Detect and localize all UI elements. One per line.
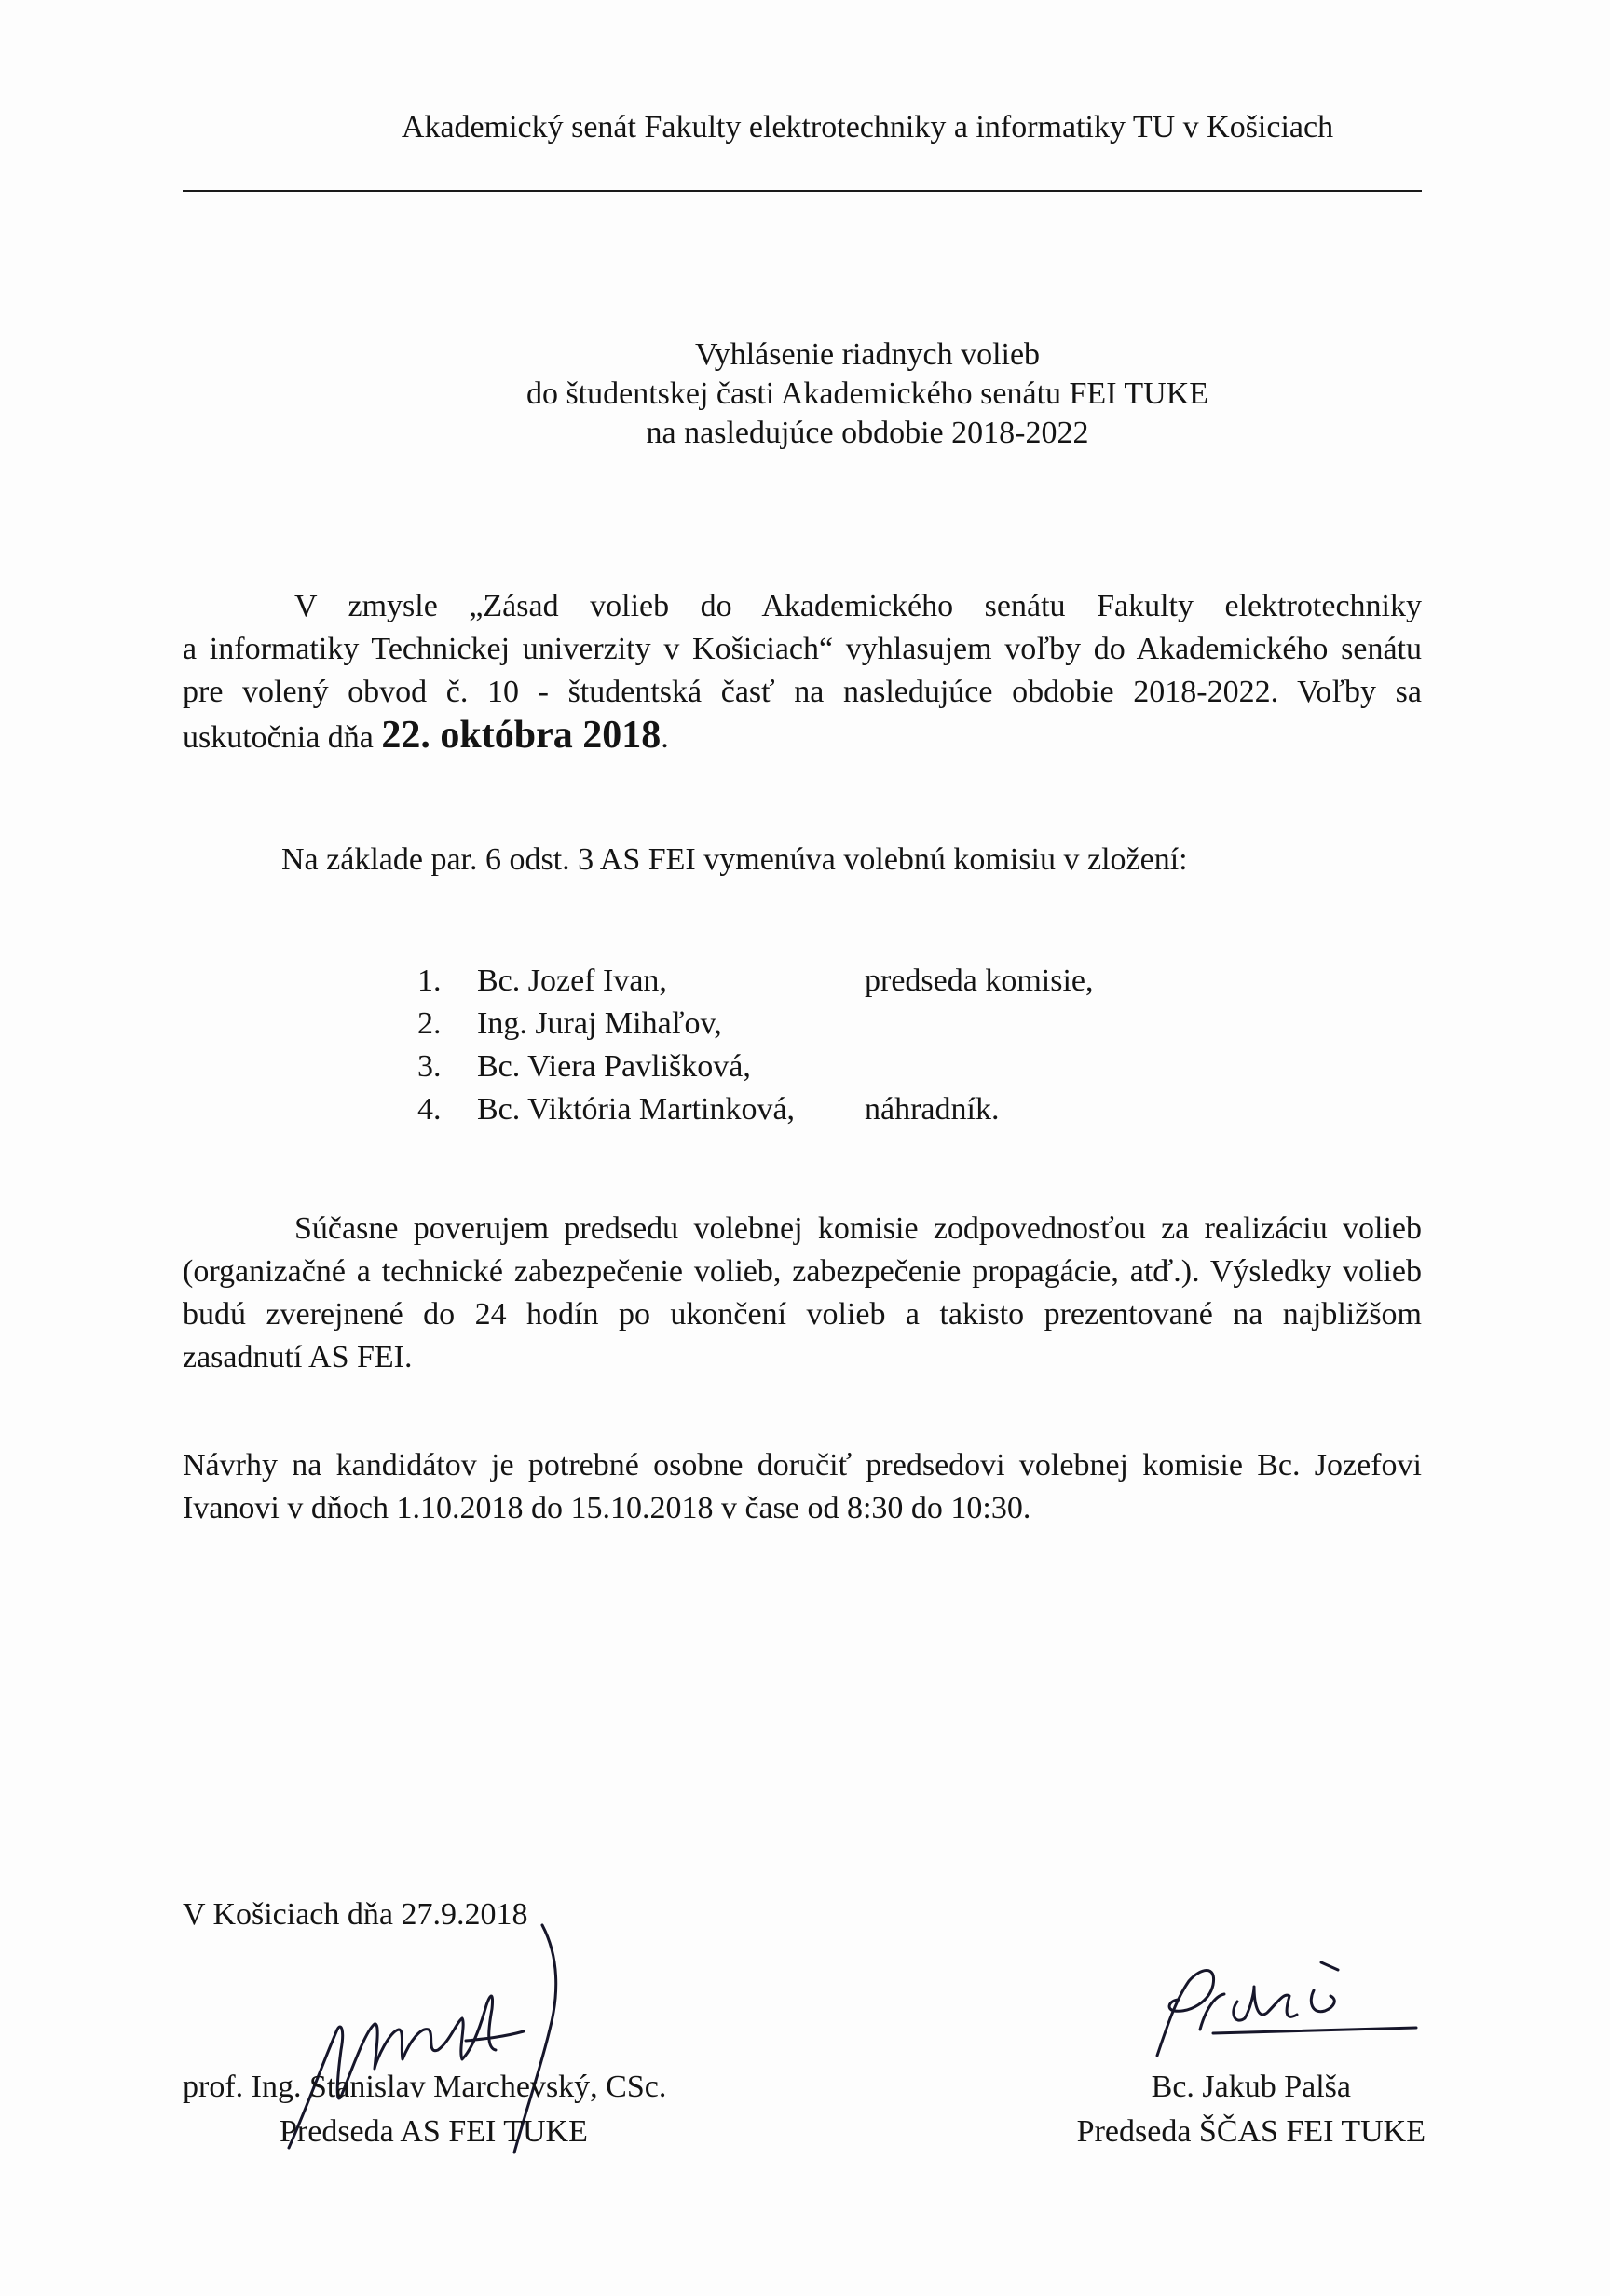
signatory-right-role: Predseda ŠČAS FEI TUKE [1076,2114,1426,2149]
title-line-1: Vyhlásenie riadnych volieb [694,337,1041,372]
nominations-line-1: Návrhy na kandidátov je potrebné osobne doručiť predsedovi volebnej komisie Bc. Jozefovi [183,1448,1422,1483]
nominations-line-2: Ivanovi v dňoch 1.10.2018 do 15.10.2018 v čase od 8:30 do 10:30. [183,1491,1031,1525]
signatory-right-name: Bc. Jakub Palša [1151,2070,1351,2104]
election-date: 22. októbra 2018 [381,714,662,757]
institution-header: Akademický senát Fakulty elektrotechniky a informatiky TU v Košiciach [401,110,1334,144]
title-line-2: do študentskej časti Akademického senátu FEI TUKE [525,376,1209,411]
header-divider [183,190,1422,192]
intro-line-3: pre volený obvod č. 10 - študentská časť na nasledujúce obdobie 2018-2022. Voľby sa [183,675,1422,709]
member-number: 2. [417,1006,442,1041]
member-name: Bc. Viera Pavlišková, [477,1049,751,1084]
signatory-right [1034,2065,1426,2154]
responsibility-line-3: budú zverejnené do 24 hodín po ukončení volieb a takisto prezentované na najbližšom [183,1297,1422,1332]
signatory-left [183,2065,704,2154]
member-number: 1. [417,964,442,998]
member-number: 4. [417,1092,442,1127]
responsibility-paragraph [183,1208,1422,1379]
title-line-3: na nasledujúce obdobie 2018-2022 [646,416,1089,450]
intro-line-2: a informatiky Technickej univerzity v Košiciach“ vyhlasujem voľby do Akademického senátu [183,632,1422,666]
announcement-title [0,335,1610,453]
signature-right-image [1148,1944,1427,2065]
intro-line-1: V zmysle „Zásad volieb do Akademického senátu Fakulty elektrotechniky [294,589,1422,623]
responsibility-line-1: Súčasne poverujem predsedu volebnej komisie zodpovednosťou za realizáciu volieb [294,1211,1422,1246]
responsibility-line-2: (organizačné a technické zabezpečenie volieb, zabezpečenie propagácie, atď.). Výsledky volieb [183,1254,1422,1289]
signatory-left-name: prof. Ing. Stanislav Marchevský, CSc. [183,2070,667,2104]
nominations-paragraph [183,1444,1422,1530]
member-role: náhradník. [865,1092,1000,1127]
intro-paragraph [183,585,1422,759]
place-and-date: V Košiciach dňa 27.9.2018 [183,1897,528,1932]
intro-line-4 [183,714,1422,759]
member-role: predseda komisie, [865,964,1094,998]
signatory-left-role: Predseda AS FEI TUKE [280,2114,588,2149]
member-name: Ing. Juraj Mihaľov, [477,1006,722,1041]
member-number: 3. [417,1049,442,1084]
commission-basis-text: Na základe par. 6 odst. 3 AS FEI vymenúva volebnú komisiu v zložení: [281,842,1188,877]
member-name: Bc. Jozef Ivan, [477,964,667,998]
intro-line-4-suffix: . [661,720,669,755]
member-name: Bc. Viktória Martinková, [477,1092,796,1127]
intro-line-4-prefix: uskutočnia dňa [183,720,382,755]
responsibility-line-4: zasadnutí AS FEI. [183,1340,413,1374]
